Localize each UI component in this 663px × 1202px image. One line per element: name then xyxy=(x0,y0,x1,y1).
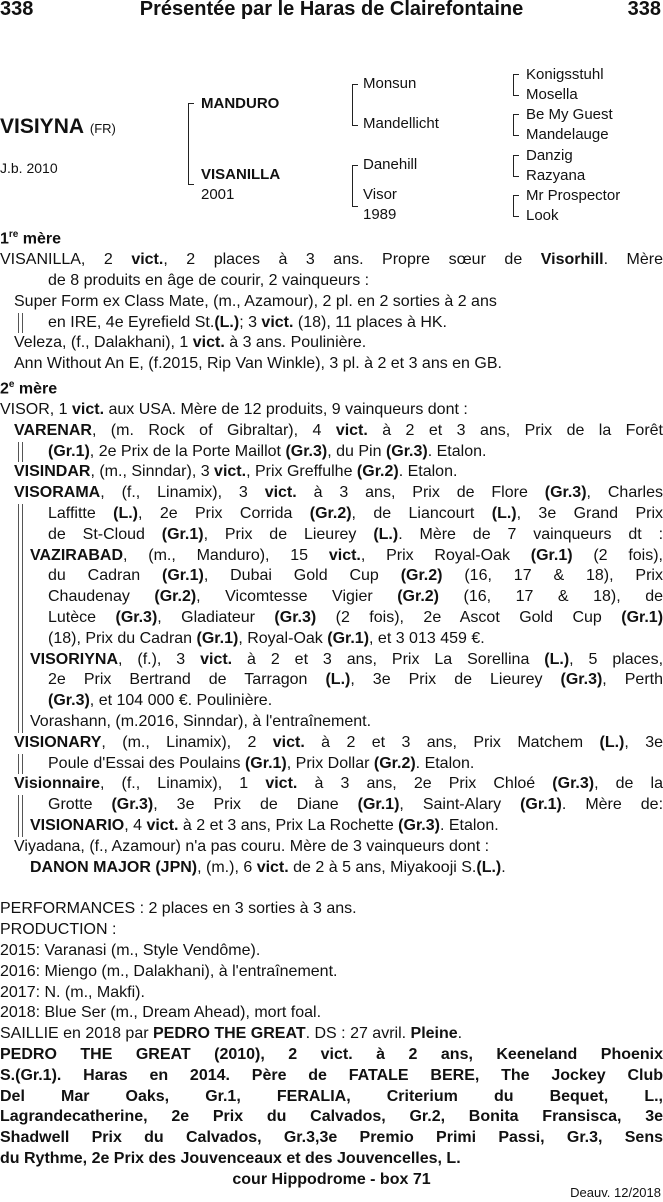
produce-entry: Poule d'Essai des Poulains (Gr.1), Prix Dollar (Gr.2). Etalon. xyxy=(0,754,663,775)
dam-name: VISANILLA xyxy=(201,166,281,183)
granddam-year: 1989 xyxy=(363,206,397,223)
produce-entry: VISORIYNA, (f.), 3 vict. à 2 et 3 ans, Prix La Sorellina (L.), 5 places, xyxy=(0,650,663,671)
pedigree-bracket xyxy=(513,74,519,96)
pedigree-bracket xyxy=(188,103,194,185)
page-title: Présentée par le Haras de Clairefontaine xyxy=(139,0,524,20)
ancestor-name: Mr Prospector xyxy=(526,187,621,204)
produce-entry: (Gr.3), et 104 000 €. Poulinière. xyxy=(0,691,663,712)
horse-name: VISIYNA (FR) xyxy=(0,115,116,138)
lot-number-left: 338 xyxy=(0,0,34,20)
production-entry: 2016: Miengo (m., Dalakhani), à l'entraînement. xyxy=(0,962,338,980)
first-dam-heading: 1re mère xyxy=(0,229,62,248)
produce-entry: Laffitte (L.), 2e Prix Corrida (Gr.2), de Liancourt (L.), 3e Grand Prix xyxy=(0,504,663,525)
ancestor-name: Be My Guest xyxy=(526,106,613,123)
produce-entry: Viyadana, (f., Azamour) n'a pas couru. Mère de 3 vainqueurs dont : xyxy=(14,837,490,855)
stallion-info: Del Mar Oaks, Gr.1, FERALIA, Criterium du Bequet, L., xyxy=(0,1087,663,1105)
stallion-info: PEDRO THE GREAT (2010), 2 vict. à 2 ans, Keeneland Phoenix xyxy=(0,1045,663,1063)
saillie: SAILLIE en 2018 par PEDRO THE GREAT. DS : 27 avril. Pleine. xyxy=(0,1025,463,1043)
performances: PERFORMANCES : 2 places en 3 sorties à 3 ans. xyxy=(0,900,357,918)
ancestor-name: Look xyxy=(526,207,559,224)
produce-entry: (18), Prix du Cadran (Gr.1), Royal-Oak (Gr.1), et 3 013 459 €. xyxy=(0,629,663,650)
produce-entry: Super Form ex Class Mate, (m., Azamour), 2 pl. en 2 sorties à 2 ans xyxy=(14,292,497,310)
first-dam-line: VISANILLA, 2 vict., 2 places à 3 ans. Propre sœur de Visorhill. Mère xyxy=(0,251,663,269)
ancestor-name: Danzig xyxy=(526,147,573,164)
produce-entry: VISINDAR, (m., Sinndar), 3 vict., Prix Greffulhe (Gr.2). Etalon. xyxy=(14,463,458,481)
produce-entry: VISIONARY, (m., Linamix), 2 vict. à 2 et 3 ans, Prix Matchem (L.), 3e xyxy=(14,733,663,751)
grandsire-name: Monsun xyxy=(363,75,417,92)
stallion-info: du Rythme, 2e Prix des Jouvenceaux et des Jouvencelles, L. xyxy=(0,1149,461,1167)
stallion-info: S.(Gr.1). Haras en 2014. Père de FATALE BERE, The Jockey Club xyxy=(0,1066,663,1084)
stallion-info: Lagrandecatherine, 2e Prix du Calvados, Gr.2, Bonita Fransisca, 3e xyxy=(0,1108,663,1126)
produce-entry: VAZIRABAD, (m., Manduro), 15 vict., Prix Royal-Oak (Gr.1) (2 fois), xyxy=(0,546,663,567)
dam-year: 2001 xyxy=(201,186,235,203)
produce-entry: (Gr.1), 2e Prix de la Porte Maillot (Gr.3), du Pin (Gr.3). Etalon. xyxy=(0,442,663,463)
sire-name: MANDURO xyxy=(201,95,280,112)
ancestor-name: Razyana xyxy=(526,167,586,184)
production-entry: 2017: N. (m., Makfi). xyxy=(0,983,145,1001)
first-dam-line: de 8 produits en âge de courir, 2 vainqueurs : xyxy=(48,271,370,289)
produce-entry: VISORAMA, (f., Linamix), 3 vict. à 3 ans, Prix de Flore (Gr.3), Charles xyxy=(14,484,663,502)
produce-entry: en IRE, 4e Eyrefield St.(L.); 3 vict. (18), 11 places à HK. xyxy=(0,313,663,334)
produce-entry: Grotte (Gr.3), 3e Prix de Diane (Gr.1), Saint-Alary (Gr.1). Mère de: xyxy=(0,795,663,816)
granddam-name: Mandellicht xyxy=(363,115,439,132)
produce-entry: VARENAR, (m. Rock of Gibraltar), 4 vict. à 2 et 3 ans, Prix de la Forêt xyxy=(14,421,663,439)
pedigree-bracket xyxy=(352,84,358,126)
pedigree-bracket xyxy=(513,114,519,136)
produce-entry: de St-Cloud (Gr.1), Prix de Lieurey (L.). Mère de 7 vainqueurs dt : xyxy=(0,525,663,546)
lot-number-right: 338 xyxy=(627,0,661,20)
stallion-info: Shadwell Prix du Calvados, Gr.3,3e Premio Primi Passi, Gr.3, Sens xyxy=(0,1129,663,1147)
produce-entry: DANON MAJOR (JPN), (m.), 6 vict. de 2 à 5 ans, Miyakooji S.(L.). xyxy=(30,858,506,876)
production-entry: 2015: Varanasi (m., Style Vendôme). xyxy=(0,941,261,959)
produce-entry: Lutèce (Gr.3), Gladiateur (Gr.3) (2 fois), 2e Ascot Gold Cup (Gr.1) xyxy=(0,608,663,629)
catalog-body xyxy=(0,225,663,1191)
granddam-name: Visor xyxy=(363,186,397,203)
grandsire-name: Danehill xyxy=(363,156,418,173)
ancestor-name: Konigsstuhl xyxy=(526,66,604,83)
second-dam-line: VISOR, 1 vict. aux USA. Mère de 12 produits, 9 vainqueurs dont : xyxy=(0,401,468,419)
production-heading: PRODUCTION : xyxy=(0,921,117,939)
page-header xyxy=(0,0,663,22)
produce-entry: VISIONARIO, 4 vict. à 2 et 3 ans, Prix La Rochette (Gr.3). Etalon. xyxy=(0,816,663,837)
produce-entry: Vorashann, (m.2016, Sinndar), à l'entraînement. xyxy=(0,712,663,733)
produce-entry: Veleza, (f., Dalakhani), 1 vict. à 3 ans. Poulinière. xyxy=(14,334,367,352)
sale-reference: Deauv. 12/2018 xyxy=(570,1185,661,1200)
pedigree-bracket xyxy=(513,155,519,177)
production-entry: 2018: Blue Ser (m., Dream Ahead), mort foal. xyxy=(0,1004,322,1022)
second-dam-heading: 2e mère xyxy=(0,378,58,398)
birth-info: J.b. 2010 xyxy=(0,160,58,176)
produce-entry: Ann Without An E, (f.2015, Rip Van Winkle), 3 pl. à 2 et 3 ans en GB. xyxy=(14,355,502,373)
produce-entry: 2e Prix Bertrand de Tarragon (L.), 3e Prix de Lieurey (Gr.3), Perth xyxy=(0,670,663,691)
produce-entry: Chaudenay (Gr.2), Vicomtesse Vigier (Gr.2) (16, 17 & 18), de xyxy=(0,587,663,608)
produce-entry: du Cadran (Gr.1), Dubai Gold Cup (Gr.2) (16, 17 & 18), Prix xyxy=(0,566,663,587)
produce-entry: Visionnaire, (f., Linamix), 1 vict. à 3 ans, 2e Prix Chloé (Gr.3), de la xyxy=(14,775,663,793)
pedigree-bracket xyxy=(352,165,358,207)
pedigree-bracket xyxy=(513,195,519,217)
box-location: cour Hippodrome - box 71 xyxy=(232,1170,431,1188)
ancestor-name: Mosella xyxy=(526,86,578,103)
ancestor-name: Mandelauge xyxy=(526,126,609,143)
